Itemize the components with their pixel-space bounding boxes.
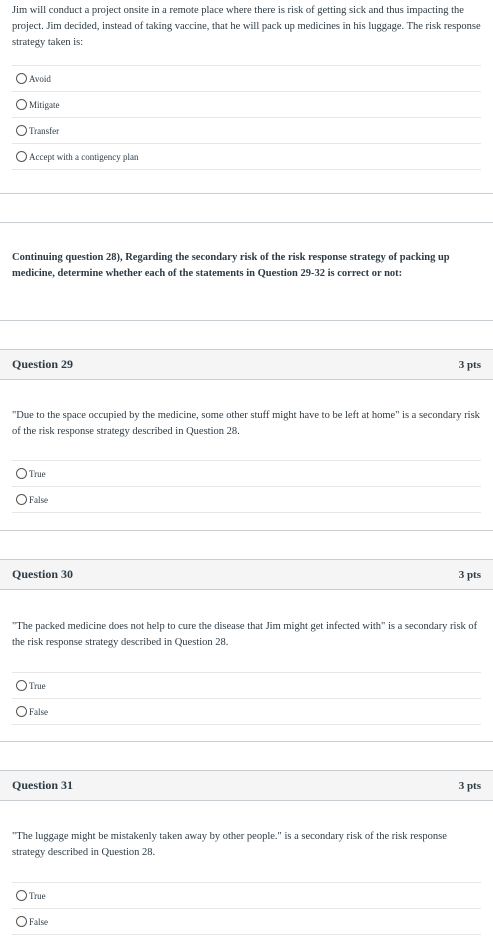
radio-button[interactable] [16,680,27,691]
question-28-bottom-border [0,193,493,194]
question-29-points: 3 pts [458,358,481,371]
answer-label: Avoid [29,73,51,84]
radio-button[interactable] [16,890,27,901]
intro-text: Continuing question 28), Regarding the secondary risk of the risk response strategy of packing up medicine, determine whether each of the statements in Question 29-32 is correct or not: [12,252,450,279]
answer-label: True [29,468,46,479]
question-29-answers [12,460,481,513]
question-30-body [0,619,493,725]
answer-false[interactable] [12,699,481,725]
question-31-header [0,770,493,801]
question-28-body [0,3,493,170]
radio-button[interactable] [16,151,27,162]
answer-label: Accept with a contigency plan [29,151,139,162]
radio-button[interactable] [16,125,27,136]
answer-false[interactable] [12,909,481,935]
radio-button[interactable] [16,706,27,717]
intro-bottom-border [0,320,493,321]
question-28-prompt: Jim will conduct a project onsite in a remote place where there is risk of getting sick and thus impacting the project. Jim decided, instead of taking vaccine, that he will pack up medicines in his luggage. The risk response strategy taken is: [12,5,481,48]
answer-false[interactable] [12,487,481,513]
answer-true[interactable] [12,883,481,909]
question-29-header [0,349,493,380]
intro-block [0,250,493,282]
radio-button[interactable] [16,99,27,110]
answer-label: False [29,916,48,927]
question-31-answers [12,882,481,935]
answer-accept-contingency[interactable] [12,144,481,170]
radio-button[interactable] [16,494,27,505]
answer-label: False [29,494,48,505]
answer-mitigate[interactable] [12,92,481,118]
answer-label: True [29,890,46,901]
question-30-prompt: "The packed medicine does not help to cure the disease that Jim might get infected with" is a secondary risk of the risk response strategy described in Question 28. [12,621,478,648]
question-29-body [0,408,493,513]
question-30-header [0,559,493,590]
radio-button[interactable] [16,73,27,84]
question-31-title: Question 31 [12,778,74,792]
question-31-points: 3 pts [458,779,481,792]
question-28-answers [12,65,481,170]
answer-label: True [29,680,46,691]
answer-label: False [29,706,48,717]
radio-button[interactable] [16,916,27,927]
answer-true[interactable] [12,461,481,487]
question-30-title: Question 30 [12,567,74,581]
intro-top-border [0,222,493,223]
question-31-body [0,829,493,935]
answer-label: Mitigate [29,99,60,110]
radio-button[interactable] [16,468,27,479]
question-30-bottom-border [0,741,493,742]
question-29-prompt: "Due to the space occupied by the medicine, some other stuff might have to be left at home" is a secondary risk of the risk response strategy described in Question 28. [12,410,480,437]
question-29-title: Question 29 [12,357,74,371]
question-31-prompt: "The luggage might be mistakenly taken away by other people." is a secondary risk of the risk response strategy described in Question 28. [12,831,447,858]
answer-transfer[interactable] [12,118,481,144]
answer-avoid[interactable] [12,66,481,92]
question-30-points: 3 pts [458,568,481,581]
answer-true[interactable] [12,673,481,699]
answer-label: Transfer [29,125,60,136]
question-29-bottom-border [0,530,493,531]
question-30-answers [12,672,481,725]
